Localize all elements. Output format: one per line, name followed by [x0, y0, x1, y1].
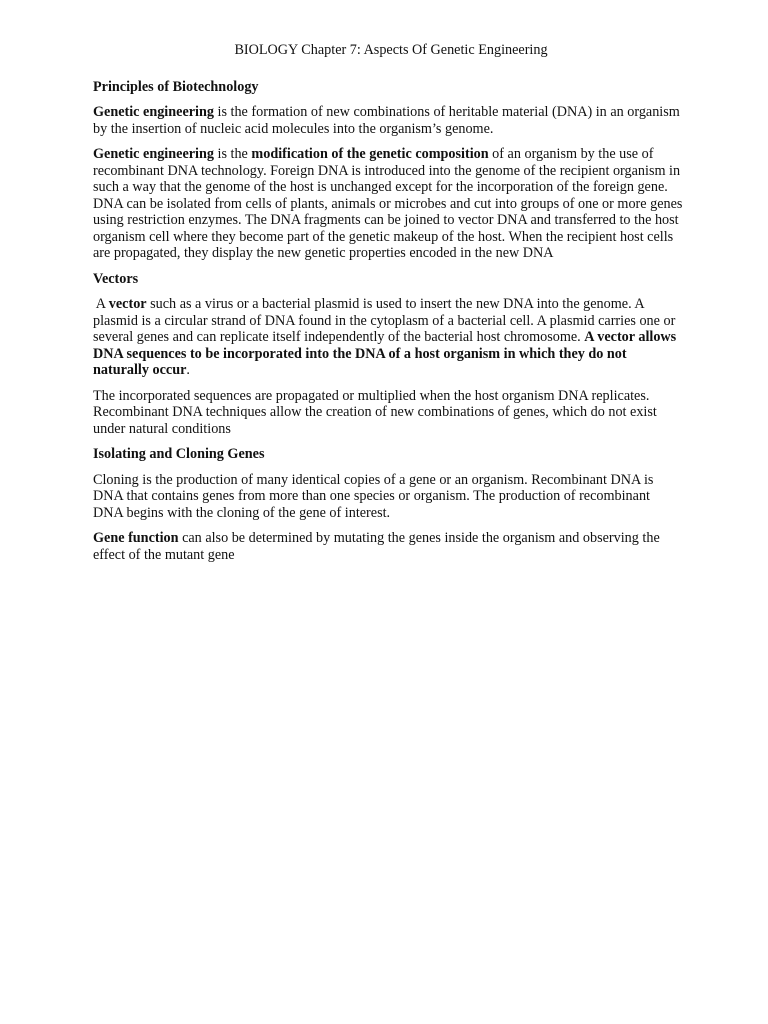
term-genetic-engineering: Genetic engineering — [93, 104, 214, 120]
paragraph-text: is the formation of new combinations of heritable material (DNA) in an organism by the insertion of nucleic acid molecules into the organism’s genome. — [93, 104, 680, 137]
term-modification: modification of the genetic composition — [251, 146, 489, 162]
paragraph-text: can also be determined by mutating the genes inside the organism and observing the effect of the mutant gene — [93, 530, 660, 563]
paragraph-genetic-engineering-definition — [93, 104, 683, 137]
paragraph-genetic-engineering-modification — [93, 146, 683, 262]
term-gene-function: Gene function — [93, 530, 179, 546]
term-vector: vector — [108, 296, 147, 312]
paragraph-incorporated-sequences: The incorporated sequences are propagated or multiplied when the host organism DNA replicates. Recombinant DNA techniques allow the creation of new combinations of genes, which do not exist under natural conditions — [93, 387, 657, 437]
paragraph-cloning-definition: Cloning is the production of many identical copies of a gene or an organism. Recombinant DNA is DNA that contains genes from more than one species or organism. The production of recombinant DNA begins with the cloning of the gene of interest. — [93, 471, 654, 521]
vector-key-statement: A vector allows DNA sequences to be incorporated into the DNA of a host organism in which they do not naturally occur — [93, 329, 677, 378]
document-page — [93, 42, 683, 572]
heading-cloning: Isolating and Cloning Genes — [93, 446, 265, 462]
paragraph-gene-function — [93, 530, 683, 563]
term-genetic-engineering: Genetic engineering — [93, 146, 214, 162]
paragraph-vector-definition — [93, 296, 683, 379]
heading-principles: Principles of Biotechnology — [93, 78, 259, 95]
paragraph-text: of an organism by the use of recombinant DNA technology. Foreign DNA is introduced into the genome of the recipient organism in such a way that the genome of the host is unchanged except for the incorporation of the foreign gene. DNA can be isolated from cells of plants, animals or microbes and cut into groups of one or more genes using restriction enzymes. The DNA fragments can be joined to vector DNA and transferred to the host organism cell where they become part of the genetic makeup of the host. When the recipient host cells are propagated, they display the new genetic properties encoded in the new DNA — [93, 146, 683, 261]
heading-vectors: Vectors — [93, 270, 139, 287]
document-title: BIOLOGY Chapter 7: Aspects Of Genetic Engineering — [234, 42, 548, 58]
paragraph-text: such as a virus or a bacterial plasmid is used to insert the new DNA into the genome. A plasmid is a circular strand of DNA found in the cytoplasm of a bacterial cell. A plasmid carries one or several genes and can replicate itself independently of the bacterial host chromosome. — [93, 296, 676, 345]
paragraph-text: A — [93, 296, 109, 312]
paragraph-text: . — [186, 362, 190, 378]
paragraph-text: is the — [213, 146, 252, 162]
